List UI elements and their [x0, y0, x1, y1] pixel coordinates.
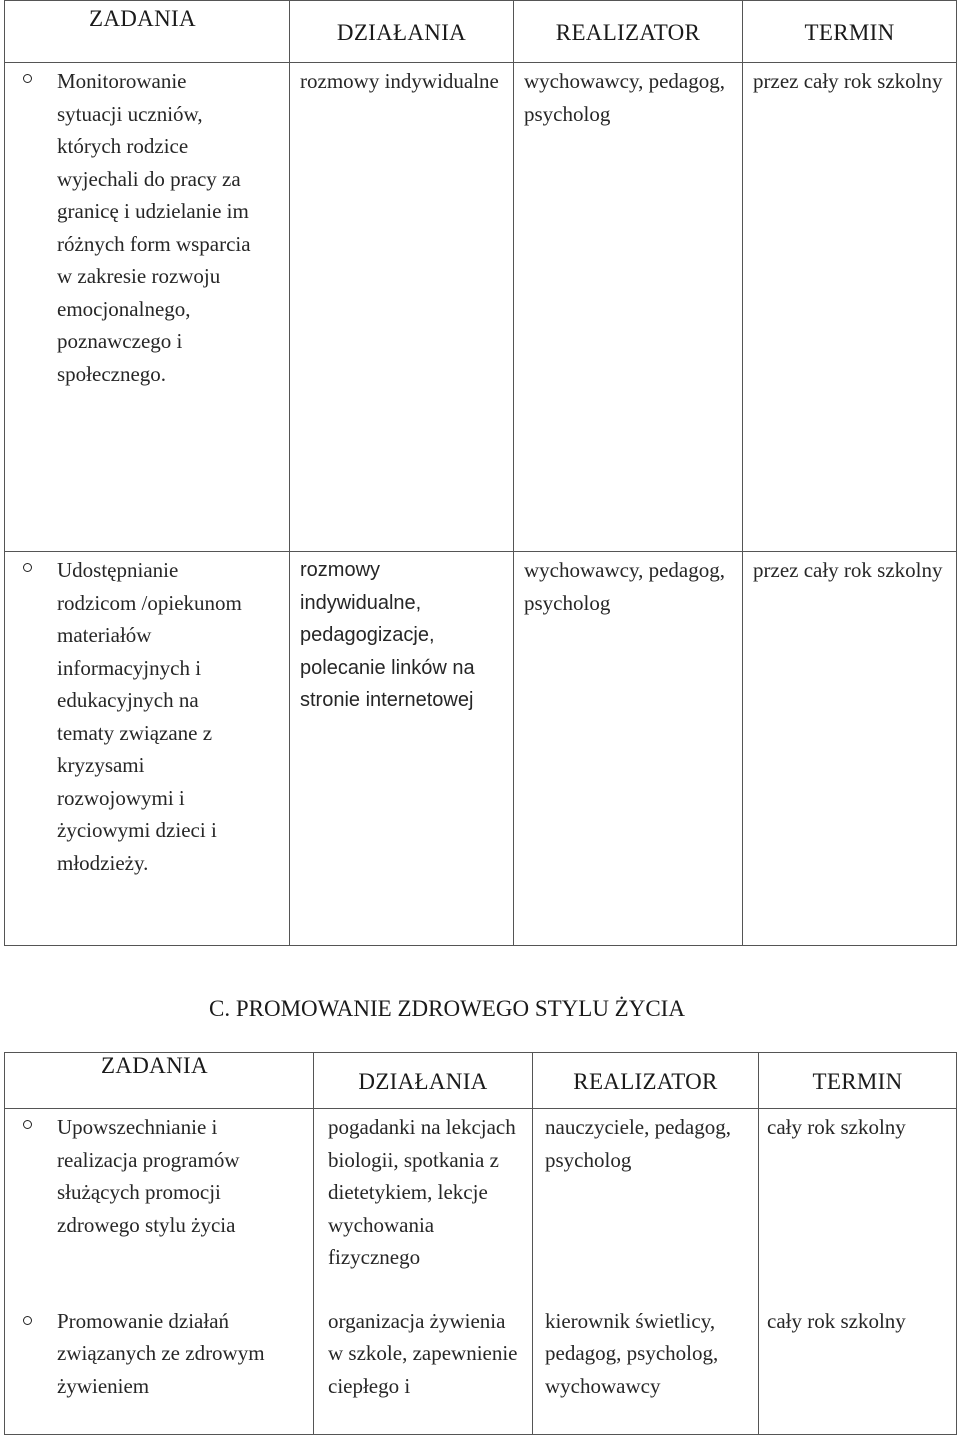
termin-cell [743, 552, 957, 946]
actions-text: rozmowy indywidualne [300, 69, 499, 93]
header-realizator-label: REALIZATOR [555, 20, 701, 45]
task-text: Udostępnianie rodzicom /opiekunom materiałów informacyjnych i edukacyjnych na tematy związane z kryzysami rozwojowymi i życiowymi dzieci i młodzieży. [57, 558, 242, 875]
realizator-text: kierownik świetlicy, pedagog, psycholog, wychowawcy [545, 1308, 719, 1398]
task-text: Promowanie działań związanych ze zdrowym żywieniem [57, 1308, 265, 1398]
header-zadania [5, 1053, 314, 1109]
bullet-icon [23, 563, 32, 572]
task-item [5, 1109, 313, 1241]
realizator-cell [533, 1305, 759, 1435]
task-text: Monitorowanie sytuacji uczniów, których rodzice wyjechali do pracy za granicę i udzielanie im różnych form wsparcia w zakresie rozwoju emocjonalnego, poznawczego i społecznego. [57, 69, 251, 386]
tasks-table-2 [4, 1052, 957, 1435]
actions-text: pogadanki na lekcjach biologii, spotkania z dietetykiem, lekcje wychowania fizycznego [328, 1115, 516, 1269]
realizator-text: nauczyciele, pedagog, psycholog [545, 1115, 731, 1172]
termin-cell [759, 1305, 957, 1435]
table-row [5, 1305, 957, 1435]
tasks-table-1 [4, 0, 957, 946]
bullet-icon [23, 1316, 32, 1325]
table-row [5, 1109, 957, 1305]
termin-cell [759, 1109, 957, 1305]
table-row [5, 552, 957, 946]
termin-text: cały rok szkolny [767, 1115, 906, 1139]
header-dzialania-label: DZIAŁANIA [336, 20, 467, 45]
realizator-cell [514, 552, 743, 946]
table-header-row [5, 1053, 957, 1109]
header-termin-label: TERMIN [812, 1069, 903, 1094]
task-item [5, 552, 289, 879]
actions-cell [290, 63, 514, 552]
actions-text: organizacja żywienia w szkole, zapewnienie ciepłego i [328, 1308, 518, 1398]
task-cell [5, 1305, 314, 1435]
realizator-cell [514, 63, 743, 552]
header-termin-label: TERMIN [804, 20, 895, 45]
table-header-row [5, 1, 957, 63]
header-termin [743, 1, 957, 63]
termin-text: przez cały rok szkolny [753, 69, 943, 93]
actions-cell [314, 1305, 533, 1435]
header-realizator [533, 1053, 759, 1109]
bullet-icon [23, 74, 32, 83]
task-cell [5, 1109, 314, 1305]
termin-text: cały rok szkolny [767, 1308, 906, 1333]
actions-cell [290, 552, 514, 946]
header-dzialania [290, 1, 514, 63]
actions-cell [314, 1109, 533, 1305]
termin-text: przez cały rok szkolny [753, 558, 943, 582]
header-realizator [514, 1, 743, 63]
header-zadania-label: ZADANIA [89, 6, 196, 31]
actions-text: rozmowy indywidualne, pedagogizacje, polecanie linków na stronie internetowej [300, 559, 475, 711]
section-title: C. PROMOWANIE ZDROWEGO STYLU ŻYCIA [209, 996, 685, 1021]
realizator-cell [533, 1109, 759, 1305]
header-dzialania [314, 1053, 533, 1109]
table-row [5, 63, 957, 552]
header-termin [759, 1053, 957, 1109]
task-item [5, 63, 289, 390]
task-cell [5, 63, 290, 552]
header-dzialania-label: DZIAŁANIA [358, 1069, 488, 1094]
realizator-text: wychowawcy, pedagog, psycholog [524, 558, 725, 615]
task-item [5, 1305, 313, 1403]
task-cell [5, 552, 290, 946]
header-realizator-label: REALIZATOR [573, 1069, 718, 1094]
bullet-icon [23, 1120, 32, 1129]
termin-cell [743, 63, 957, 552]
header-zadania-label: ZADANIA [101, 1053, 208, 1078]
header-zadania [5, 1, 290, 63]
task-text: Upowszechnianie i realizacja programów służących promocji zdrowego stylu życia [57, 1115, 240, 1237]
realizator-text: wychowawcy, pedagog, psycholog [524, 69, 725, 126]
